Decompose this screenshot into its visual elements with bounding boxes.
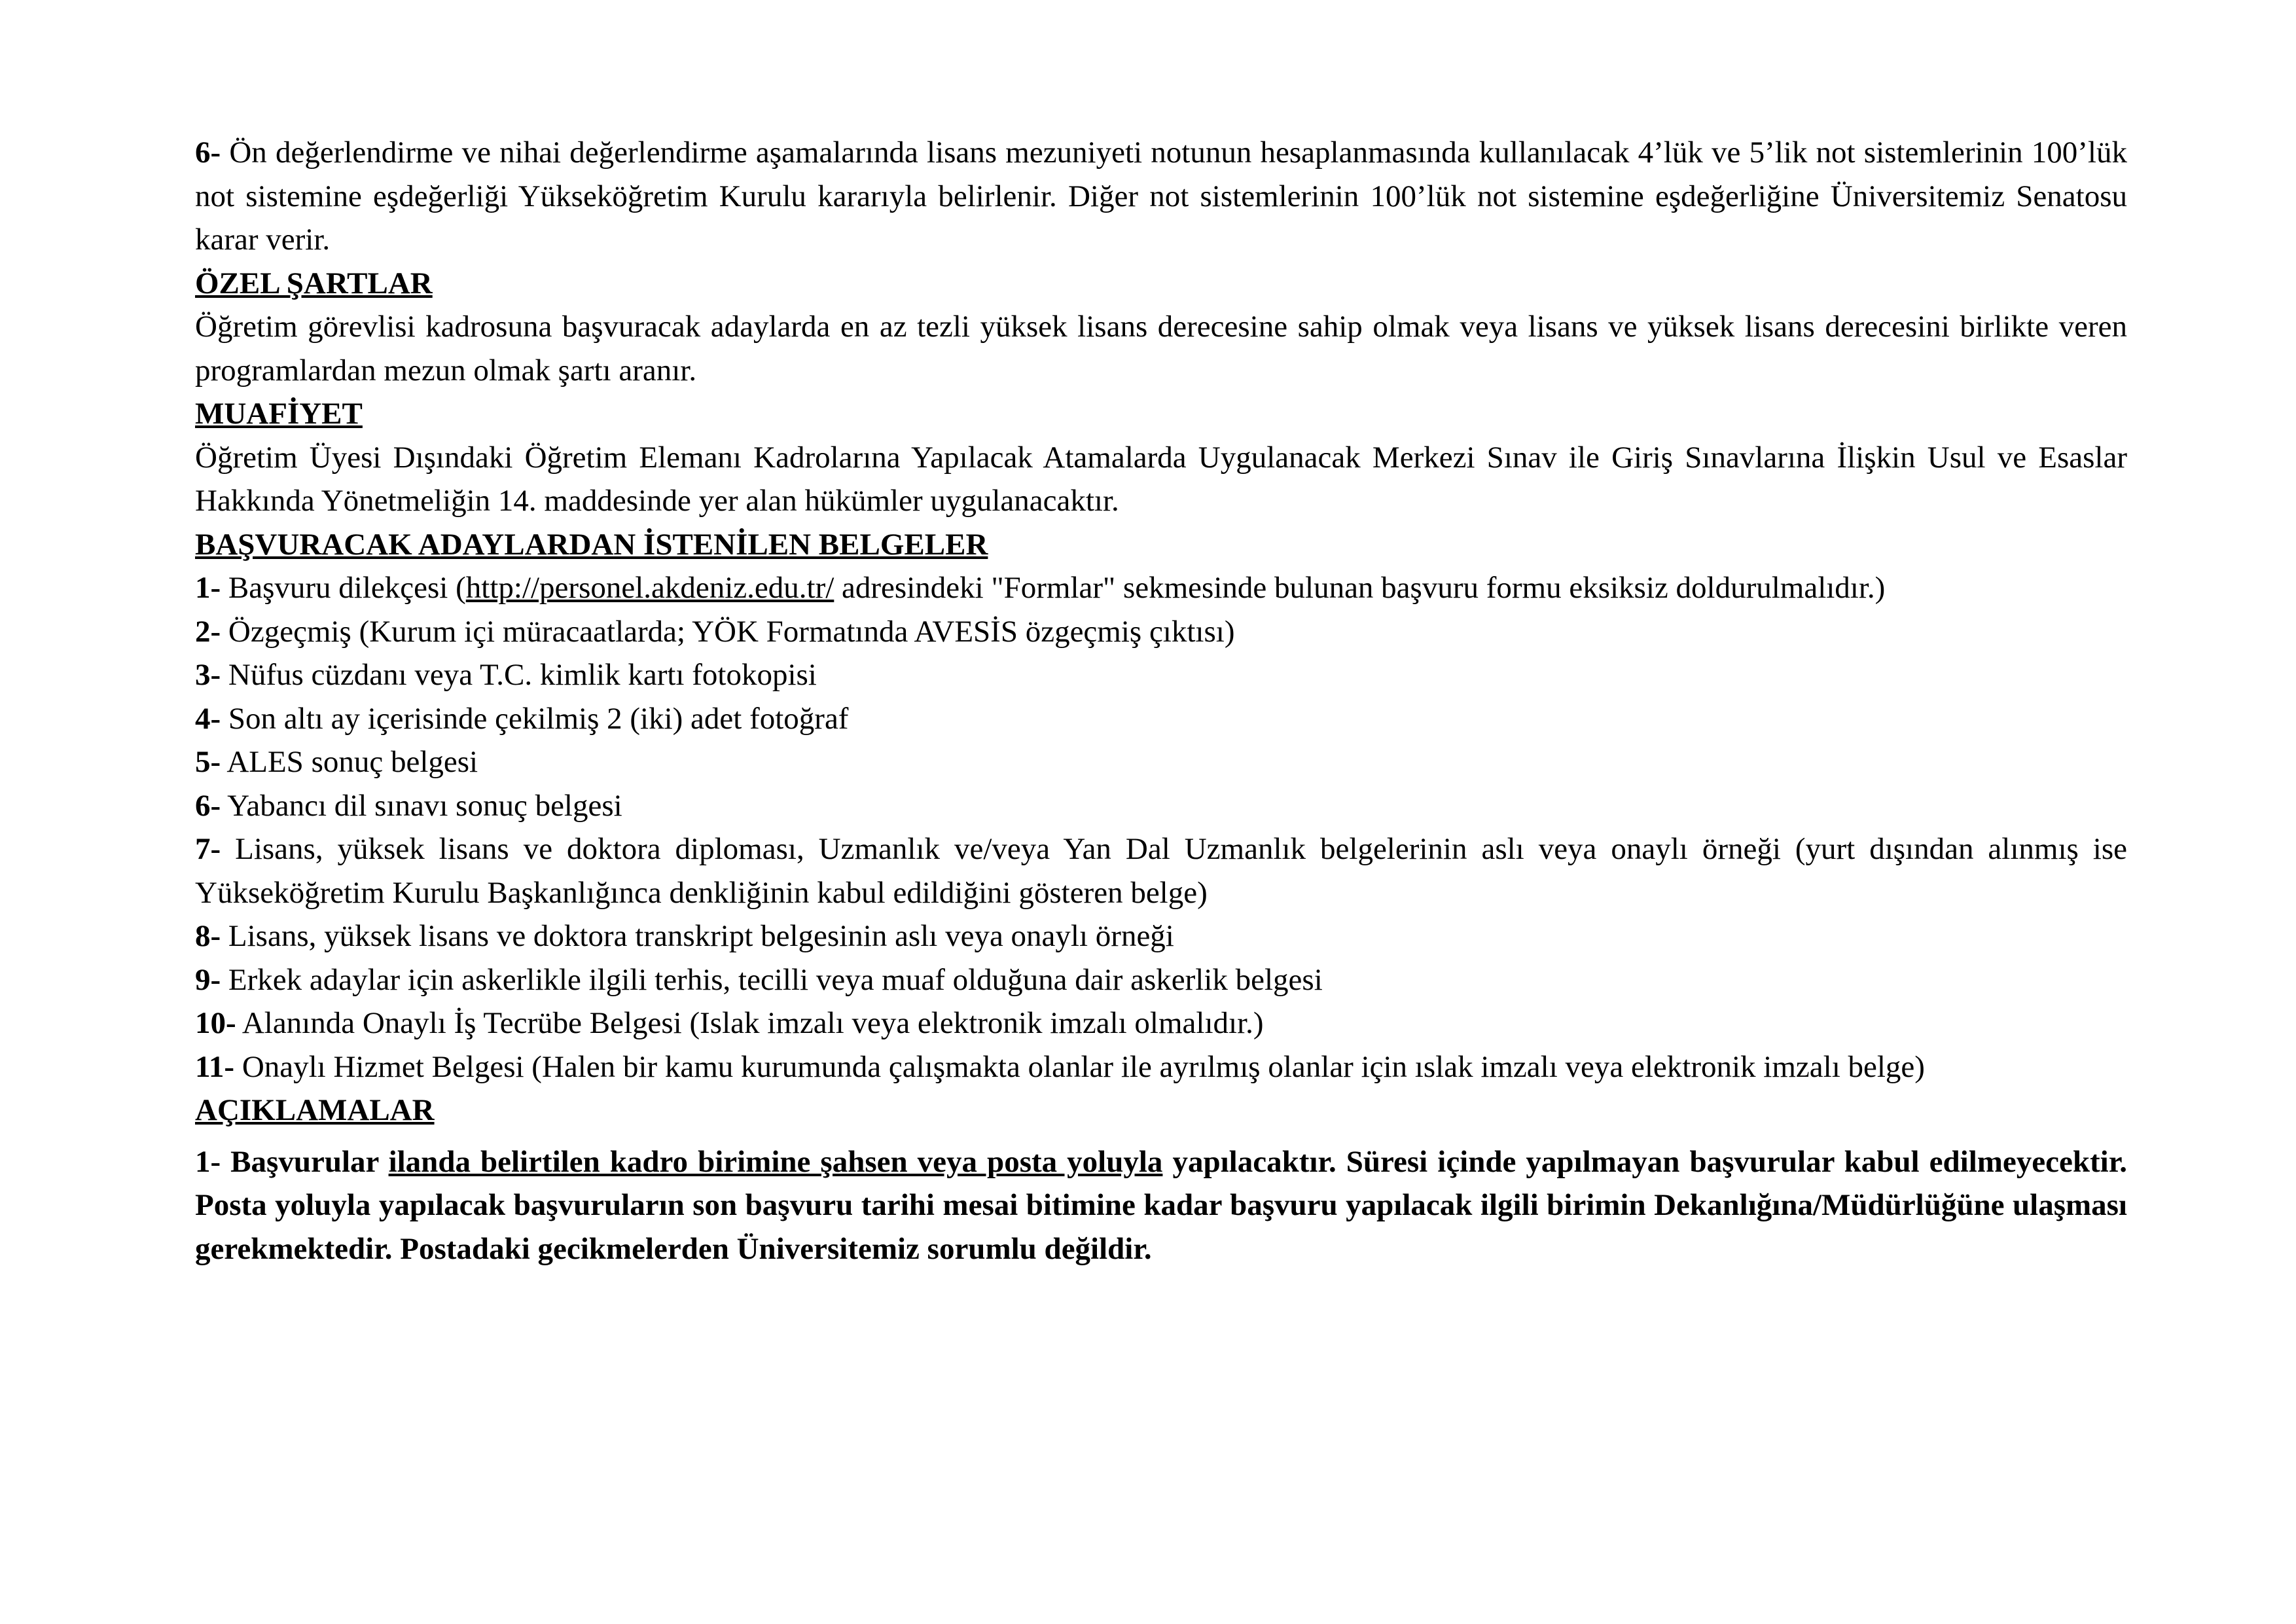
list-item-text: Alanında Onaylı İş Tecrübe Belgesi (Islak imzalı veya elektronik imzalı olmalıdır.) bbox=[236, 1006, 1264, 1040]
list-item bbox=[195, 697, 2127, 741]
list-item-text: adresindeki "Formlar" sekmesinde bulunan başvuru formu eksiksiz doldurulmalıdır.) bbox=[834, 571, 1886, 605]
list-item-text: Başvuru dilekçesi ( bbox=[221, 571, 466, 605]
list-item-text: Lisans, yüksek lisans ve doktora diploması, Uzmanlık ve/veya Yan Dal Uzmanlık belgelerinin aslı veya onaylı örneği (yurt dışından alınmış ise Yükseköğretim Kurulu Başkanlığınca denkliğinin kabul edildiğini gösteren belge) bbox=[195, 832, 2127, 910]
intro-text: Ön değerlendirme ve nihai değerlendirme aşamalarında lisans mezuniyeti notunun hesaplanmasında kullanılacak 4’lük ve 5’lik not sistemlerinin 100’lük not sistemine eşdeğerliği Yükseköğretim Kurulu kararıyla belirlenir. Diğer not sistemlerinin 100’lük not sistemine eşdeğerliğine Üniversitemiz Senatosu karar verir. bbox=[195, 135, 2127, 257]
list-item-number: 4- bbox=[195, 701, 221, 736]
list-item bbox=[195, 958, 2127, 1002]
list-item bbox=[195, 1001, 2127, 1045]
list-item-number: 11- bbox=[195, 1049, 235, 1084]
ozel-sartlar-text: Öğretim görevlisi kadrosuna başvuracak adaylarda en az tezli yüksek lisans derecesine sahip olmak veya lisans ve yüksek lisans derecesini birlikte veren programlardan mezun olmak şartı aranır. bbox=[195, 310, 2127, 388]
muafiyet-heading: MUAFİYET bbox=[195, 397, 363, 431]
intro-paragraph bbox=[195, 131, 2127, 262]
list-item-number: 7- bbox=[195, 832, 221, 866]
list-item-text: Özgeçmiş (Kurum içi müracaatlarda; YÖK Formatında AVESİS özgeçmiş çıktısı) bbox=[221, 614, 1235, 649]
belgeler-list bbox=[195, 566, 2127, 1089]
list-item bbox=[195, 610, 2127, 654]
aciklamalar-paragraph-1 bbox=[195, 1140, 2127, 1271]
list-item-number: 9- bbox=[195, 962, 221, 997]
list-item-text: Nüfus cüzdanı veya T.C. kimlik kartı fotokopisi bbox=[221, 658, 817, 692]
list-item-number: 3- bbox=[195, 658, 221, 692]
list-item-number: 2- bbox=[195, 614, 221, 649]
list-item-number: 8- bbox=[195, 919, 221, 953]
list-item-number: 6- bbox=[195, 788, 221, 823]
list-item-text: Lisans, yüksek lisans ve doktora transkript belgesinin aslı veya onaylı örneği bbox=[221, 919, 1174, 953]
list-item-number: 5- bbox=[195, 745, 221, 779]
list-item-number: 10- bbox=[195, 1006, 236, 1040]
aciklamalar-underlined-text: ilanda belirtilen kadro birimine şahsen veya posta yoluyla bbox=[388, 1144, 1163, 1179]
list-item-text: ALES sonuç belgesi bbox=[221, 745, 478, 779]
list-item bbox=[195, 566, 2127, 610]
ozel-sartlar-heading: ÖZEL ŞARTLAR bbox=[195, 266, 433, 300]
aciklamalar-text: 1- Başvurular bbox=[195, 1144, 389, 1179]
list-item bbox=[195, 740, 2127, 784]
intro-number: 6- bbox=[195, 135, 221, 170]
personel-link[interactable]: http://personel.akdeniz.edu.tr/ bbox=[465, 571, 834, 605]
list-item bbox=[195, 653, 2127, 697]
list-item bbox=[195, 914, 2127, 958]
document-page bbox=[195, 131, 2127, 1271]
list-item bbox=[195, 784, 2127, 828]
list-item bbox=[195, 827, 2127, 914]
list-item-number: 1- bbox=[195, 571, 221, 605]
list-item-text: Erkek adaylar için askerlikle ilgili terhis, tecilli veya muaf olduğuna dair askerlik belgesi bbox=[221, 962, 1323, 997]
list-item-text: Son altı ay içerisinde çekilmiş 2 (iki) adet fotoğraf bbox=[221, 701, 849, 736]
belgeler-heading: BAŞVURACAK ADAYLARDAN İSTENİLEN BELGELER bbox=[195, 527, 988, 562]
aciklamalar-heading: AÇIKLAMALAR bbox=[195, 1093, 435, 1127]
list-item-text: Onaylı Hizmet Belgesi (Halen bir kamu kurumunda çalışmakta olanlar ile ayrılmış olanlar için ıslak imzalı veya elektronik imzalı belge) bbox=[234, 1049, 1925, 1084]
list-item bbox=[195, 1045, 2127, 1089]
list-item-text: Yabancı dil sınavı sonuç belgesi bbox=[221, 788, 622, 823]
muafiyet-text: Öğretim Üyesi Dışındaki Öğretim Elemanı Kadrolarına Yapılacak Atamalarda Uygulanacak Merkezi Sınav ile Giriş Sınavlarına İlişkin Usul ve Esaslar Hakkında Yönetmeliğin 14. maddesinde yer alan hükümler uygulanacaktır. bbox=[195, 440, 2127, 518]
aciklamalar-text: yapılacaktır. Süresi içinde yapılmayan başvurular kabul edilmeyecektir. Posta yoluyla yapılacak başvuruların son başvuru tarihi mesai bitimine kadar başvuru yapılacak ilgili birimin Dekanlığına/Müdürlüğüne ulaşması gerekmektedir. Postadaki gecikmelerden Üniversitemiz sorumlu değildir. bbox=[195, 1144, 2127, 1266]
